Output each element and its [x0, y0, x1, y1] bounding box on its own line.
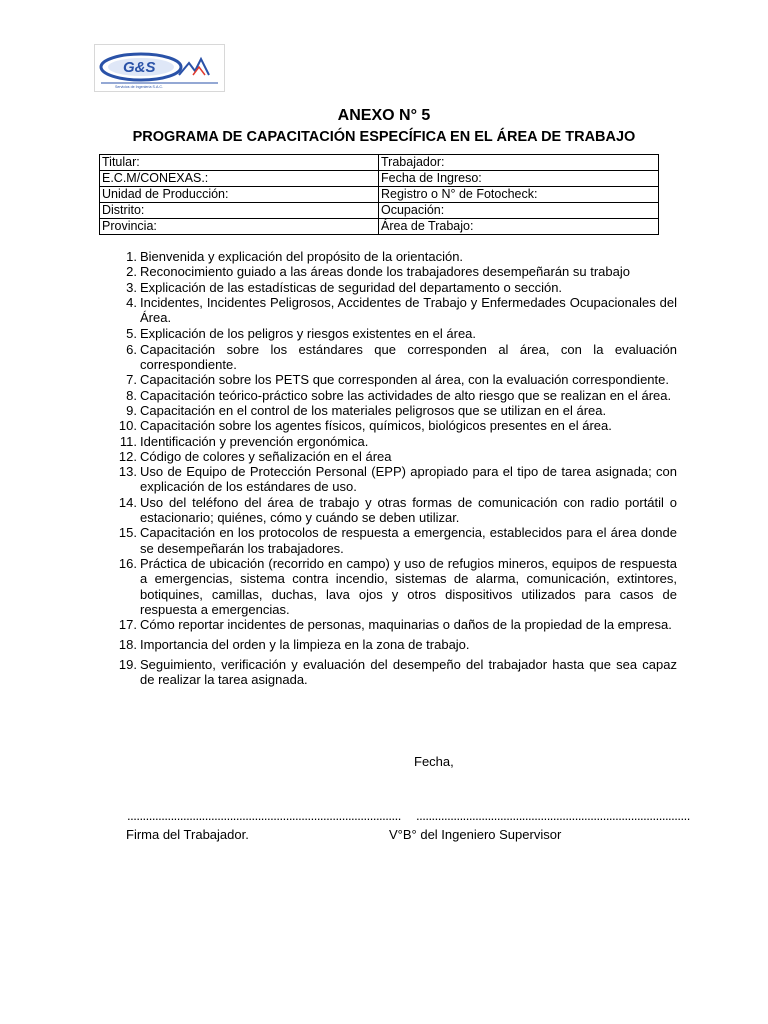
list-item: [111, 617, 677, 632]
list-item: [111, 434, 677, 449]
field-ocupacion: Ocupación:: [379, 203, 659, 219]
list-item: [111, 295, 677, 326]
item-text: Capacitación sobre los PETS que corresponden al área, con la evaluación correspondiente.: [140, 372, 669, 388]
item-number: 1.: [126, 249, 137, 264]
item-number: 8.: [126, 387, 137, 403]
item-text: Capacitación sobre los estándares que corresponden al área, con la evaluación correspondiente.: [140, 341, 677, 373]
list-item: [111, 280, 677, 295]
logo-tagline: Servicios de Ingeniería S.A.C.: [115, 85, 163, 89]
item-text: Importancia del orden y la limpieza en la zona de trabajo.: [140, 637, 470, 653]
list-item: [111, 249, 677, 264]
list-item: [111, 556, 677, 617]
item-text: Capacitación en el control de los materiales peligrosos que se utilizan en el área.: [140, 402, 607, 418]
table-row: [100, 171, 659, 187]
item-number: 17.: [118, 617, 137, 633]
item-number: 4.: [126, 294, 137, 310]
list-item: [111, 637, 677, 652]
item-text: Incidentes, Incidentes Peligrosos, Accidentes de Trabajo y Enfermedades Ocupacionales del Área.: [140, 294, 677, 326]
training-topics-list: [111, 249, 677, 687]
program-title: PROGRAMA DE CAPACITACIÓN ESPECÍFICA EN EL ÁREA DE TRABAJO: [132, 129, 636, 145]
field-trabajador: Trabajador:: [379, 155, 659, 171]
field-ecm-conexas: E.C.M/CONEXAS.:: [100, 171, 379, 187]
list-item: [111, 326, 677, 341]
table-row: [100, 219, 659, 235]
item-text: Reconocimiento guiado a las áreas donde los trabajadores desempeñarán su trabajo: [140, 264, 630, 280]
field-registro-fotocheck: Registro o N° de Fotocheck:: [379, 187, 659, 203]
item-number: 13.: [118, 464, 137, 480]
table-row: [100, 203, 659, 219]
field-fecha-ingreso: Fecha de Ingreso:: [379, 171, 659, 187]
item-number: 7.: [126, 372, 137, 388]
item-number: 2.: [126, 264, 137, 280]
table-row: [100, 187, 659, 203]
item-number: 16.: [118, 555, 137, 571]
item-text: Identificación y prevención ergonómica.: [140, 433, 369, 449]
item-number: 5.: [126, 326, 137, 342]
list-item: [111, 464, 677, 495]
item-text: Explicación de las estadísticas de seguridad del departamento o sección.: [140, 279, 563, 295]
list-item: [111, 657, 677, 688]
item-text: Uso del teléfono del área de trabajo y otras formas de comunicación con radio portátil o estacionario; quiénes, cómo y cuándo se deben utilizar.: [140, 494, 677, 526]
item-text: Bienvenida y explicación del propósito de la orientación.: [140, 249, 464, 264]
field-distrito: Distrito:: [100, 203, 379, 219]
annex-title: ANEXO N° 5: [337, 107, 431, 124]
item-text: Capacitación teórico-práctico sobre las actividades de alto riesgo que se realizan en el área.: [140, 387, 672, 403]
logo-graphic: [95, 45, 224, 91]
supervisor-signature-label: V°B° del Ingeniero Supervisor: [389, 827, 562, 842]
field-titular: Titular:: [100, 155, 379, 171]
date-label: Fecha,: [414, 754, 454, 769]
list-item: [111, 525, 677, 556]
item-text: Uso de Equipo de Protección Personal (EPP) apropiado para el tipo de tarea asignada; con explicación de los estándares de uso.: [140, 464, 677, 495]
item-text: Práctica de ubicación (recorrido en campo) y uso de refugios mineros, equipos de respuesta a emergencias, sistema contra incendio, sistemas de alarma, comunicación, extintores, botiquines, camillas, duchas, lava ojos y otros dispositivos utilizados para casos de respuesta a emergencias.: [140, 555, 677, 617]
logo-text: G&S: [123, 59, 156, 76]
field-unidad-produccion: Unidad de Producción:: [100, 187, 379, 203]
list-item: [111, 388, 677, 403]
item-text: Código de colores y señalización en el área: [140, 448, 392, 464]
list-item: [111, 264, 677, 279]
worker-signature-label: Firma del Trabajador.: [126, 827, 249, 842]
worker-info-table: [99, 154, 659, 235]
list-item: [111, 418, 677, 433]
item-number: 14.: [118, 494, 137, 510]
item-text: Cómo reportar incidentes de personas, maquinarias o daños de la propiedad de la empresa.: [140, 617, 672, 633]
item-number: 15.: [118, 525, 137, 541]
field-provincia: Provincia:: [100, 219, 379, 235]
table-row: [100, 155, 659, 171]
list-item: [111, 372, 677, 387]
item-number: 9.: [126, 402, 137, 418]
worker-signature-line: ........................................................................................: [127, 808, 401, 823]
item-number: 18.: [118, 637, 137, 653]
item-text: Capacitación en los protocolos de respuesta a emergencia, establecidos para el área donde se desempeñarán los trabajadores.: [140, 525, 677, 556]
item-text: Capacitación sobre los agentes físicos, químicos, biológicos presentes en el área.: [140, 418, 612, 434]
item-number: 11.: [119, 433, 137, 449]
list-item: [111, 342, 677, 373]
item-number: 12.: [118, 448, 137, 464]
company-logo: [94, 44, 225, 92]
list-item: [111, 449, 677, 464]
item-text: Seguimiento, verificación y evaluación del desempeño del trabajador hasta que sea capaz de realizar la tarea asignada.: [140, 656, 677, 688]
list-item: [111, 403, 677, 418]
list-item: [111, 495, 677, 526]
supervisor-signature-line: ........................................................................................: [416, 808, 690, 823]
item-number: 3.: [126, 279, 137, 295]
item-number: 19.: [118, 656, 137, 672]
item-number: 10.: [118, 418, 137, 434]
item-text: Explicación de los peligros y riesgos existentes en el área.: [140, 326, 477, 342]
field-area-trabajo: Área de Trabajo:: [379, 219, 659, 235]
item-number: 6.: [126, 341, 137, 357]
